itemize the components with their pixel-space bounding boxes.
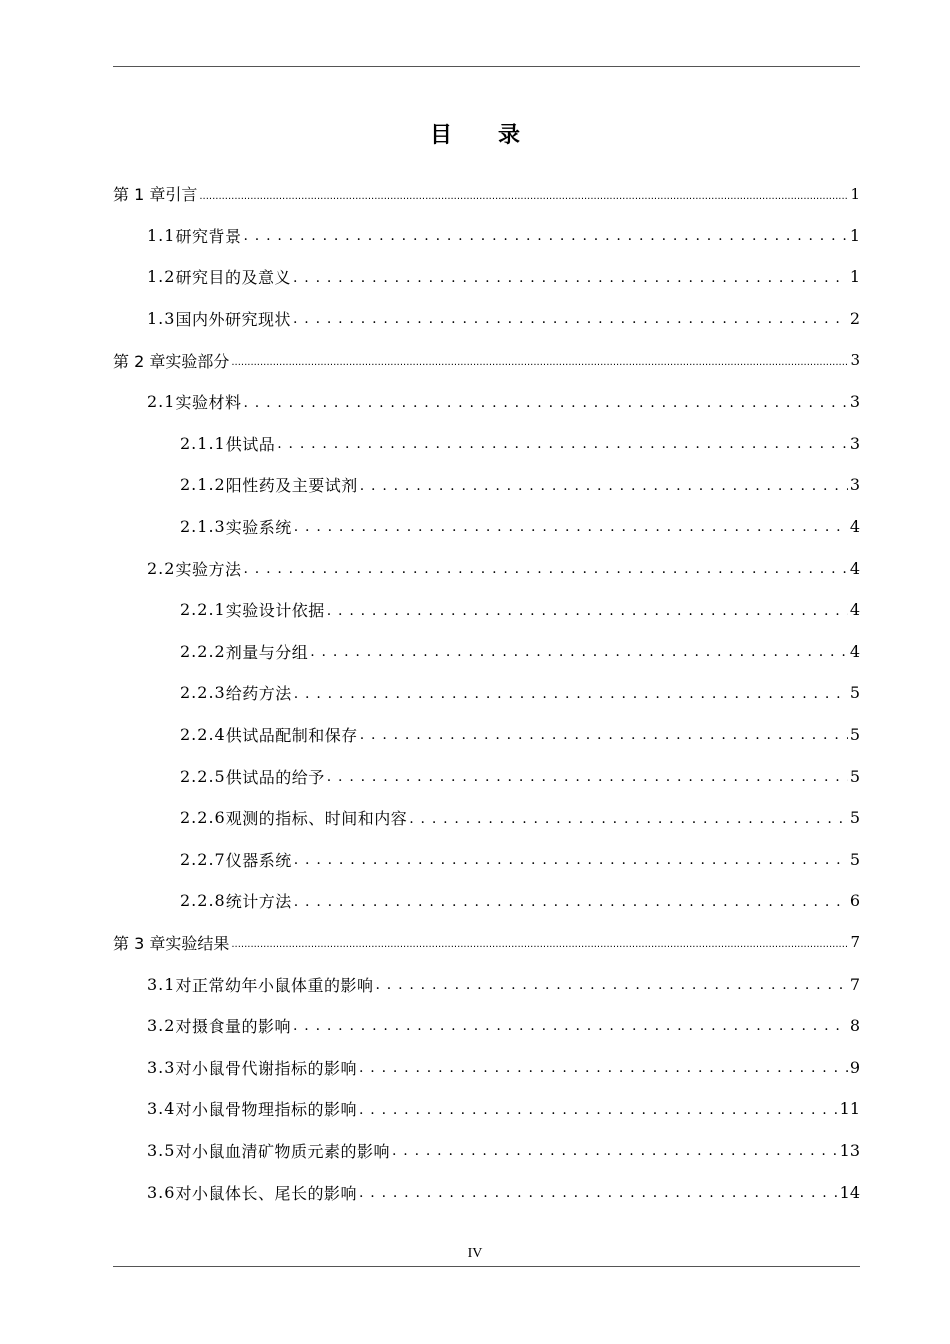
toc-entry-page: 6 bbox=[849, 891, 860, 911]
toc-entry-number: 3.5 bbox=[147, 1140, 176, 1160]
toc-entry[interactable] bbox=[113, 1171, 860, 1213]
toc-entry-number: 1.1 bbox=[147, 225, 176, 245]
toc-entry[interactable] bbox=[113, 1130, 860, 1172]
toc-entry-number: 2.2.6 bbox=[180, 808, 226, 828]
toc-entry-label: 对小鼠血清矿物质元素的影响 bbox=[175, 1141, 390, 1161]
toc-entry-page: 5 bbox=[849, 725, 860, 745]
toc-entry-number: 2.2.3 bbox=[180, 683, 226, 703]
toc-entry-label: 实验方法 bbox=[175, 559, 242, 579]
toc-dot-leader bbox=[293, 267, 848, 298]
toc-dot-leader bbox=[409, 808, 848, 839]
toc-entry-number: 1.3 bbox=[147, 309, 176, 329]
toc-entry-label: 阳性药及主要试剂 bbox=[225, 476, 358, 496]
toc-entry-label: 实验系统 bbox=[225, 518, 292, 538]
toc-dot-leader bbox=[243, 392, 847, 423]
toc-entry-number: 3.3 bbox=[147, 1057, 176, 1077]
toc-entry-number: 1.2 bbox=[147, 267, 176, 287]
footer-page-number: IV bbox=[467, 1246, 483, 1261]
toc-entry[interactable] bbox=[113, 506, 860, 548]
toc-entry-page: 1 bbox=[849, 225, 860, 245]
toc-entry-page: 9 bbox=[849, 1057, 860, 1077]
toc-entry[interactable] bbox=[113, 1088, 860, 1130]
footer-rule bbox=[113, 1266, 860, 1267]
toc-entry-number: 3.2 bbox=[147, 1016, 176, 1036]
toc-entry[interactable] bbox=[113, 880, 860, 922]
toc-dot-leader bbox=[310, 641, 848, 672]
toc-dot-leader bbox=[293, 308, 848, 339]
page-title bbox=[0, 118, 950, 149]
header-rule bbox=[113, 66, 860, 67]
toc-entry-page: 4 bbox=[849, 600, 860, 620]
toc-dot-leader bbox=[231, 932, 848, 963]
toc-entry-label: 供试品的给予 bbox=[225, 767, 325, 787]
toc-entry-page: 5 bbox=[849, 808, 860, 828]
toc-entry-page: 1 bbox=[850, 184, 860, 203]
toc-entry-label: 对正常幼年小鼠体重的影响 bbox=[175, 975, 374, 995]
toc-entry[interactable] bbox=[113, 423, 860, 465]
toc-entry[interactable] bbox=[113, 215, 860, 257]
toc-entry-page: 5 bbox=[849, 849, 860, 869]
toc-entry-label: 给药方法 bbox=[225, 684, 292, 704]
table-of-contents bbox=[113, 173, 860, 1213]
toc-entry[interactable] bbox=[113, 922, 860, 964]
toc-entry-label: 供试品 bbox=[225, 434, 276, 454]
toc-entry[interactable] bbox=[113, 672, 860, 714]
toc-entry[interactable] bbox=[113, 963, 860, 1005]
toc-entry-label: 实验结果 bbox=[165, 933, 230, 953]
toc-entry-page: 8 bbox=[849, 1016, 860, 1036]
toc-entry-page: 11 bbox=[839, 1099, 860, 1119]
toc-entry-label: 研究目的及意义 bbox=[175, 268, 291, 288]
toc-entry-page: 5 bbox=[849, 683, 860, 703]
toc-entry-page: 13 bbox=[839, 1140, 860, 1160]
toc-entry-number: 2.2.8 bbox=[180, 891, 226, 911]
toc-entry-label: 供试品配制和保存 bbox=[225, 726, 358, 746]
toc-entry-page: 14 bbox=[839, 1182, 860, 1202]
toc-entry-number: 2.1 bbox=[147, 392, 176, 412]
toc-entry-page: 7 bbox=[849, 974, 860, 994]
toc-dot-leader bbox=[360, 475, 848, 506]
toc-entry-label: 国内外研究现状 bbox=[175, 310, 291, 330]
toc-dot-leader bbox=[327, 766, 848, 797]
toc-entry-page: 5 bbox=[849, 766, 860, 786]
toc-entry-label: 仪器系统 bbox=[225, 850, 292, 870]
toc-entry-label: 实验设计依据 bbox=[225, 601, 325, 621]
toc-entry-label: 对摄食量的影响 bbox=[175, 1017, 291, 1037]
toc-entry-number: 第 2 章 bbox=[113, 351, 166, 371]
toc-entry-label: 实验部分 bbox=[165, 351, 230, 371]
toc-entry-page: 3 bbox=[850, 351, 860, 370]
toc-dot-leader bbox=[359, 1099, 838, 1130]
toc-entry[interactable] bbox=[113, 631, 860, 673]
toc-dot-leader bbox=[327, 600, 848, 631]
title-char-2: 录 bbox=[498, 123, 521, 148]
toc-entry-number: 3.6 bbox=[147, 1182, 176, 1202]
toc-entry-label: 对小鼠骨代谢指标的影响 bbox=[175, 1058, 357, 1078]
toc-entry-number: 2.2.1 bbox=[180, 600, 226, 620]
toc-dot-leader bbox=[243, 225, 847, 256]
toc-dot-leader bbox=[277, 433, 848, 464]
toc-entry-number: 3.1 bbox=[147, 974, 176, 994]
toc-entry-label: 研究背景 bbox=[175, 226, 242, 246]
toc-dot-leader bbox=[375, 974, 847, 1005]
toc-entry-number: 2.2.2 bbox=[180, 641, 226, 661]
toc-entry-number: 2.1.1 bbox=[180, 433, 226, 453]
toc-entry-page: 3 bbox=[849, 475, 860, 495]
title-char-1: 目 bbox=[429, 123, 452, 148]
toc-dot-leader bbox=[294, 683, 848, 714]
toc-entry[interactable] bbox=[113, 464, 860, 506]
toc-entry-label: 实验材料 bbox=[175, 393, 242, 413]
toc-entry-number: 3.4 bbox=[147, 1099, 176, 1119]
toc-entry-page: 2 bbox=[849, 309, 860, 329]
toc-entry-label: 观测的指标、时间和内容 bbox=[225, 809, 408, 829]
toc-entry[interactable] bbox=[113, 1046, 860, 1088]
toc-entry-number: 2.2.5 bbox=[180, 766, 226, 786]
toc-dot-leader bbox=[294, 849, 848, 880]
toc-dot-leader bbox=[392, 1140, 838, 1171]
toc-dot-leader bbox=[293, 1015, 848, 1046]
toc-entry[interactable] bbox=[113, 173, 860, 215]
toc-entry-page: 4 bbox=[849, 517, 860, 537]
toc-dot-leader bbox=[359, 1182, 838, 1213]
toc-entry-page: 3 bbox=[849, 433, 860, 453]
toc-entry[interactable] bbox=[113, 1005, 860, 1047]
toc-entry[interactable] bbox=[113, 714, 860, 756]
toc-entry[interactable] bbox=[113, 381, 860, 423]
toc-entry-number: 第 1 章 bbox=[113, 185, 166, 205]
toc-entry-number: 2.1.2 bbox=[180, 475, 226, 495]
toc-entry[interactable] bbox=[113, 339, 860, 381]
toc-entry-number: 第 3 章 bbox=[113, 933, 166, 953]
toc-entry-page: 3 bbox=[849, 392, 860, 412]
toc-dot-leader bbox=[199, 184, 848, 215]
toc-dot-leader bbox=[294, 516, 848, 547]
toc-entry[interactable] bbox=[113, 547, 860, 589]
toc-entry-label: 对小鼠体长、尾长的影响 bbox=[175, 1183, 357, 1203]
toc-entry-label: 统计方法 bbox=[225, 892, 292, 912]
toc-entry-page: 7 bbox=[850, 933, 860, 952]
toc-entry[interactable] bbox=[113, 256, 860, 298]
toc-dot-leader bbox=[231, 350, 848, 381]
toc-entry[interactable] bbox=[113, 298, 860, 340]
toc-entry-number: 2.2.4 bbox=[180, 725, 226, 745]
toc-entry[interactable] bbox=[113, 797, 860, 839]
toc-entry[interactable] bbox=[113, 755, 860, 797]
toc-entry[interactable] bbox=[113, 839, 860, 881]
toc-entry[interactable] bbox=[113, 589, 860, 631]
toc-entry-page: 4 bbox=[849, 558, 860, 578]
toc-entry-page: 1 bbox=[849, 267, 860, 287]
toc-entry-page: 4 bbox=[849, 641, 860, 661]
toc-entry-label: 引言 bbox=[165, 185, 198, 205]
toc-dot-leader bbox=[359, 1057, 848, 1088]
toc-dot-leader bbox=[360, 724, 848, 755]
toc-entry-label: 对小鼠骨物理指标的影响 bbox=[175, 1100, 357, 1120]
toc-entry-label: 剂量与分组 bbox=[225, 642, 309, 662]
toc-entry-number: 2.2.7 bbox=[180, 849, 226, 869]
toc-entry-number: 2.1.3 bbox=[180, 517, 226, 537]
toc-dot-leader bbox=[294, 891, 848, 922]
toc-entry-number: 2.2 bbox=[147, 558, 176, 578]
toc-dot-leader bbox=[243, 558, 847, 589]
